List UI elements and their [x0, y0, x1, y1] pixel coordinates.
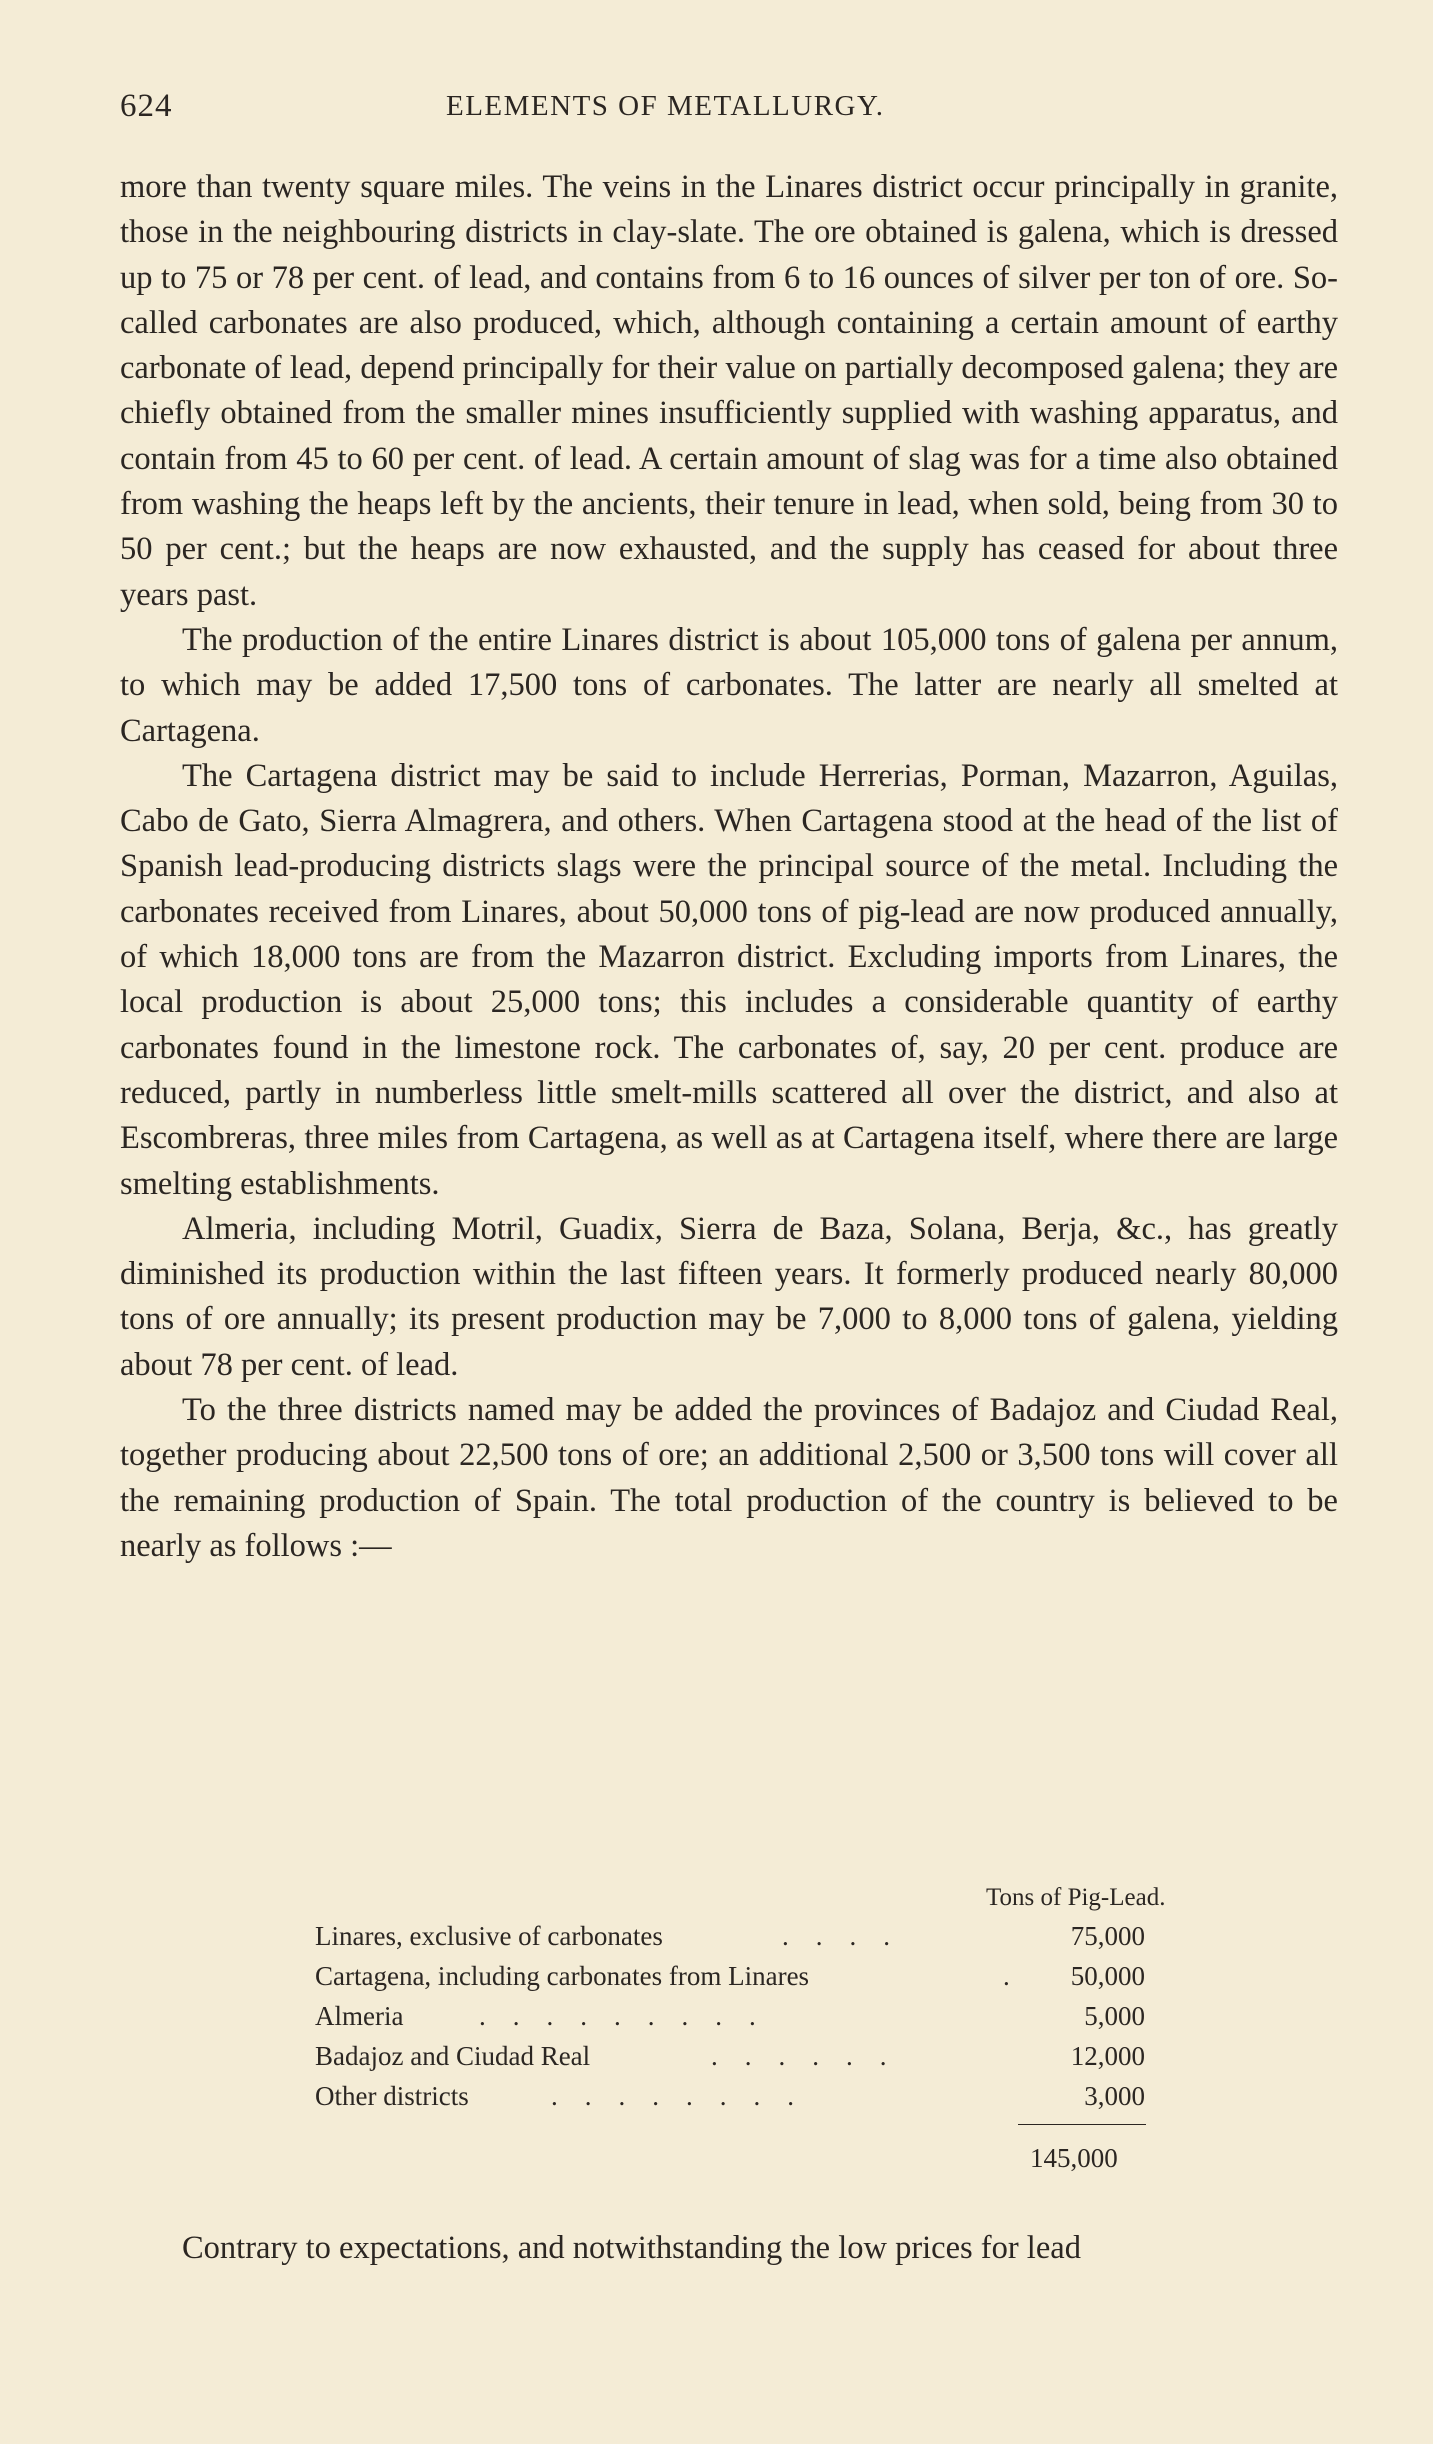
row-label: Cartagena, including carbonates from Linares [315, 1961, 810, 1991]
row-dots: . . . . . . . . [551, 2081, 794, 2111]
row-value: 12,000 [1070, 2041, 1145, 2071]
row-dots: . [1003, 1961, 1010, 1991]
paragraph-other-provinces: To the three districts named may be added the provinces of Badajoz and Ciudad Real, together producing about 22,500 tons of ore; an additional 2,500 or 3,500 tons will cover all the remaining production of Spain. The total production of the country is believed to be nearly as follows :— [120, 1392, 1338, 1564]
table-row [315, 2081, 1145, 2112]
table-row [315, 2001, 1145, 2032]
row-value: 50,000 [1070, 1961, 1145, 1991]
body-text [120, 165, 1338, 1569]
table-column-header: Tons of Pig-Lead. [986, 1884, 1166, 1911]
total-rule [1018, 2124, 1146, 2125]
paragraph-continued: more than twenty square miles. The veins in the Linares district occur principally in granite, those in the neighbouring districts in clay-slate. The ore obtained is galena, which is dressed up to 75 or 78 per cent. of lead, and contains from 6 to 16 ounces of silver per ton of ore. So-called carbonates are also produced, which, although containing a certain amount of earthy carbonate of lead, depend principally for their value on partially decomposed galena; they are chiefly obtained from the smaller mines insufficiently supplied with washing apparatus, and contain from 45 to 60 per cent. of lead. A certain amount of slag was for a time also obtained from washing the heaps left by the ancients, their tenure in lead, when sold, being from 30 to 50 per cent.; but the heaps are now exhausted, and the supply has ceased for about three years past. [120, 169, 1338, 613]
table-row [315, 1921, 1145, 1952]
production-table [0, 1884, 1433, 2184]
table-total: 145,000 [1030, 2143, 1118, 2173]
row-dots: . . . . . . . . . [479, 2001, 756, 2031]
row-label: Badajoz and Ciudad Real [315, 2041, 591, 2071]
row-value: 5,000 [1084, 2001, 1145, 2031]
table-row [315, 2041, 1145, 2072]
paragraph-cartagena: The Cartagena district may be said to include Herrerias, Porman, Mazarron, Aguilas, Cabo de Gato, Sierra Almagrera, and others. When Cartagena stood at the head of the list of Spanish lead-producing districts slags were the principal source of the metal. Including the carbonates received from Linares, about 50,000 tons of pig-lead are now produced annually, of which 18,000 tons are from the Mazarron district. Excluding imports from Linares, the local production is about 25,000 tons; this includes a considerable quantity of earthy carbonates found in the limestone rock. The carbonates of, say, 20 per cent. produce are reduced, partly in numberless little smelt-mills scattered all over the district, and also at Escombreras, three miles from Cartagena, as well as at Cartagena itself, where there are large smelting establishments. [120, 757, 1338, 1202]
table-row [315, 1961, 1145, 1992]
row-value: 75,000 [1070, 1921, 1145, 1951]
row-value: 3,000 [1084, 2081, 1145, 2111]
row-label: Almeria [315, 2001, 404, 2031]
row-dots: . . . . [782, 1921, 890, 1951]
row-label: Other districts [315, 2081, 469, 2111]
row-label: Linares, exclusive of carbonates [315, 1921, 663, 1951]
row-dots: . . . . . . [711, 2041, 887, 2071]
page-number: 624 [120, 88, 173, 124]
page-header [120, 88, 1338, 140]
running-title: ELEMENTS OF METALLURGY. [446, 90, 885, 122]
paragraph-almeria: Almeria, including Motril, Guadix, Sierra de Baza, Solana, Berja, &c., has greatly diminished its production within the last fifteen years. It formerly produced nearly 80,000 tons of ore annually; its present production may be 7,000 to 8,000 tons of galena, yielding about 78 per cent. of lead. [120, 1210, 1338, 1383]
paragraph-final: Contrary to expectations, and notwithstanding the low prices for lead [182, 2230, 1081, 2266]
paragraph-linares-production: The production of the entire Linares district is about 105,000 tons of galena per annum, to which may be added 17,500 tons of carbonates. The latter are nearly all smelted at Cartagena. [120, 621, 1338, 749]
